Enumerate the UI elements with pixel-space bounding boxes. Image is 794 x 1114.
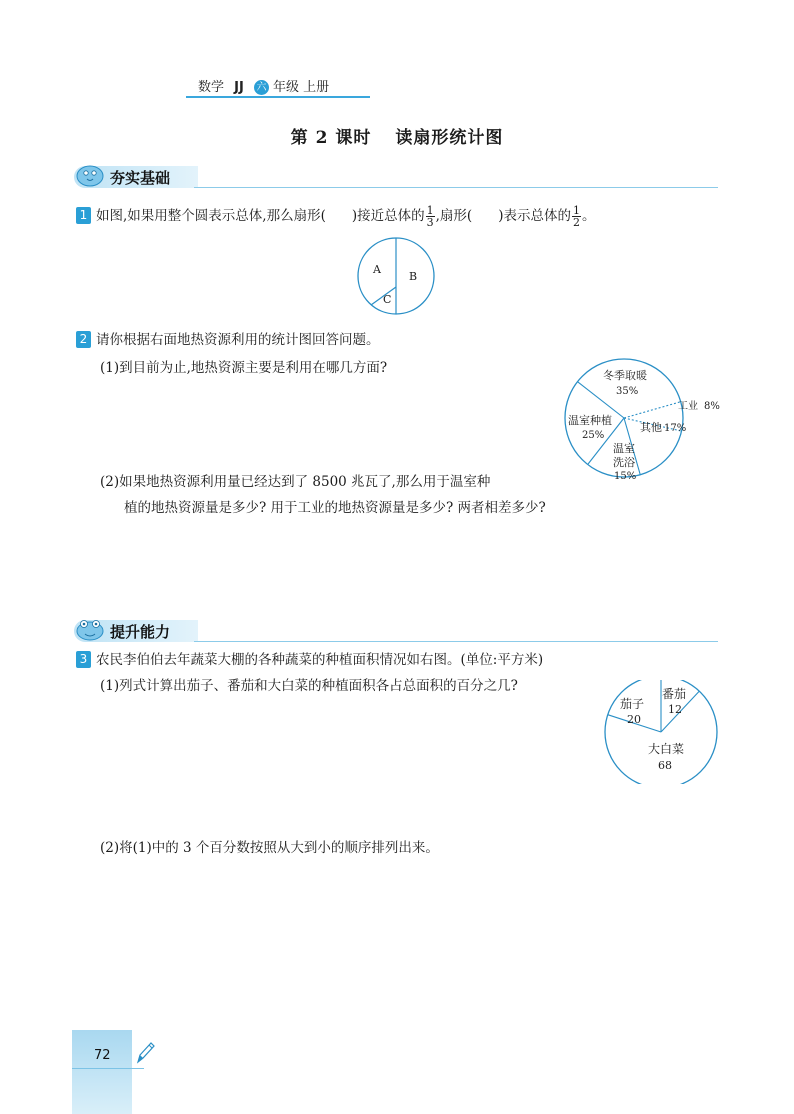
frog-icon bbox=[74, 615, 106, 643]
grade-badge: 六 bbox=[254, 80, 269, 95]
question-3 bbox=[76, 648, 543, 668]
page-number-line bbox=[72, 1068, 144, 1069]
header-grade: 年级 上册 bbox=[272, 80, 330, 95]
q2-label-bath-name-1: 温室 bbox=[613, 442, 635, 455]
q2-text: 请你根据右面地热资源利用的统计图回答问题。 bbox=[96, 332, 380, 348]
q1-text-c: ,扇形( bbox=[435, 208, 473, 224]
q2-label-greenhouse-name: 温室种植 bbox=[568, 414, 612, 427]
fraction-one-third: $\frac{1}{3}$ bbox=[426, 204, 434, 229]
page-number-tab bbox=[72, 1030, 132, 1114]
q2-label-bath-pct: 15% bbox=[614, 471, 637, 480]
q1-text-a: 如图,如果用整个圆表示总体,那么扇形( bbox=[96, 208, 326, 224]
q1-slice-label-a: A bbox=[373, 263, 381, 276]
section-improve-bar bbox=[74, 620, 718, 642]
q2-label-industry-pct: 8% bbox=[704, 401, 720, 412]
q3-value-cabbage: 68 bbox=[658, 759, 672, 772]
q3-sub-2: (2)将(1)中的 3 个百分数按照从大到小的顺序排列出来。 bbox=[100, 840, 439, 856]
section-basics-label: 夯实基础 bbox=[110, 169, 171, 187]
q2-label-heating-pct: 35% bbox=[616, 386, 639, 397]
q3-label-eggplant: 茄子 bbox=[620, 697, 645, 711]
page-header bbox=[198, 76, 329, 95]
section-basics-bar bbox=[74, 166, 718, 188]
q2-label-industry: 工业 bbox=[678, 401, 698, 412]
fraction-one-half: $\frac{1}{2}$ bbox=[572, 204, 580, 229]
q2-sub-1: (1)到目前为止,地热资源主要是利用在哪几方面? bbox=[100, 360, 388, 376]
question-1-number: 1 bbox=[76, 207, 91, 224]
q2-label-other-pct: 17% bbox=[664, 423, 687, 434]
header-edition: JJ bbox=[234, 80, 244, 95]
q1-text-b: )接近总体的 bbox=[351, 208, 425, 224]
header-subject: 数学 bbox=[198, 80, 225, 95]
q3-label-cabbage: 大白菜 bbox=[648, 742, 685, 756]
q2-label-other: 其他 bbox=[640, 421, 662, 434]
q2-label-bath-name-2: 洗浴 bbox=[613, 456, 635, 469]
q2-label-greenhouse-pct: 25% bbox=[582, 430, 605, 441]
section-improve-label: 提升能力 bbox=[110, 623, 171, 641]
q3-label-tomato: 番茄 bbox=[662, 687, 687, 701]
q1-text-d: )表示总体的 bbox=[498, 208, 571, 224]
q2-pie-chart bbox=[560, 356, 724, 480]
page-title bbox=[0, 123, 794, 148]
q3-sub-1: (1)列式计算出茄子、番茄和大白菜的种植面积各占总面积的百分之几? bbox=[100, 678, 518, 694]
page-number: 72 bbox=[94, 1048, 111, 1063]
q3-value-tomato: 12 bbox=[668, 703, 682, 716]
question-2 bbox=[76, 328, 380, 348]
q1-slice-label-b: B bbox=[409, 270, 418, 283]
q1-slice-label-c: C bbox=[383, 293, 392, 306]
bird-icon bbox=[74, 161, 106, 189]
q2-sub-2-line-2: 植的地热资源量是多少? 用于工业的地热资源量是多少? 两者相差多少? bbox=[124, 500, 546, 516]
question-2-number: 2 bbox=[76, 331, 91, 348]
q1-pie-chart bbox=[354, 236, 438, 316]
lesson-topic: 读扇形统计图 bbox=[395, 128, 504, 148]
q1-text-e: 。 bbox=[581, 208, 596, 224]
q2-sub-2-line-1: (2)如果地热资源利用量已经达到了 8500 兆瓦了,那么用于温室种 bbox=[100, 474, 491, 490]
header-underline bbox=[186, 96, 370, 98]
q3-value-eggplant: 20 bbox=[627, 713, 641, 726]
q2-label-heating-name: 冬季取暖 bbox=[603, 369, 647, 382]
pencil-icon bbox=[134, 1040, 156, 1066]
lesson-number: 第 2 课时 bbox=[290, 128, 372, 148]
q3-pie-chart bbox=[602, 680, 720, 784]
q2-slice-edge-industry bbox=[624, 402, 681, 418]
question-3-number: 3 bbox=[76, 651, 91, 668]
question-1 bbox=[76, 204, 595, 228]
q3-text: 农民李伯伯去年蔬菜大棚的各种蔬菜的种植面积情况如右图。(单位:平方米) bbox=[96, 652, 544, 668]
